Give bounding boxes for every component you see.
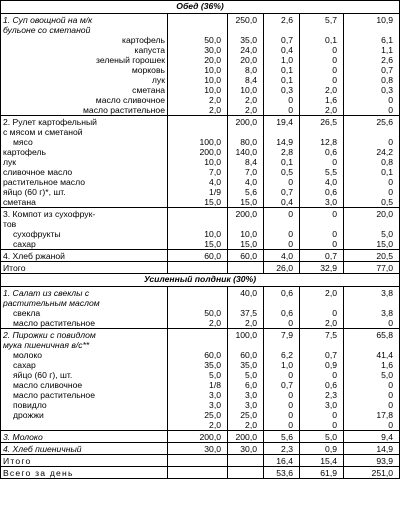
value-cell: 10,0 bbox=[168, 85, 228, 95]
value-cell: 0 bbox=[264, 410, 300, 420]
table-row bbox=[1, 370, 400, 380]
table-row bbox=[1, 157, 400, 167]
value-cell: 65,8 bbox=[344, 329, 400, 351]
value-cell: 0 bbox=[300, 308, 344, 318]
value-cell: 10,0 bbox=[168, 229, 228, 239]
item-name: сахар bbox=[1, 360, 168, 370]
value-cell bbox=[168, 208, 228, 230]
value-cell: 3,0 bbox=[300, 197, 344, 208]
value-cell: 200,0 bbox=[228, 431, 264, 443]
value-cell: 1,0 bbox=[264, 360, 300, 370]
item-name: масло растительное bbox=[1, 105, 168, 116]
value-cell: 2,6 bbox=[264, 14, 300, 36]
value-cell: 0,8 bbox=[344, 157, 400, 167]
value-cell: 37,5 bbox=[228, 308, 264, 318]
value-cell: 7,0 bbox=[228, 167, 264, 177]
value-cell: 200,0 bbox=[228, 116, 264, 138]
table-row bbox=[1, 187, 400, 197]
value-cell: 0 bbox=[300, 65, 344, 75]
value-cell: 0,7 bbox=[264, 187, 300, 197]
value-cell: 60,0 bbox=[228, 350, 264, 360]
value-cell: 1,1 bbox=[344, 45, 400, 55]
table-row bbox=[1, 420, 400, 431]
value-cell: 6,0 bbox=[228, 380, 264, 390]
value-cell: 7,9 bbox=[264, 329, 300, 351]
item-name: дрожжи bbox=[1, 410, 168, 420]
value-cell: 0 bbox=[264, 239, 300, 250]
value-cell bbox=[168, 329, 228, 351]
value-cell: 0 bbox=[344, 390, 400, 400]
value-cell: 3,0 bbox=[300, 400, 344, 410]
value-cell: 30,0 bbox=[168, 45, 228, 55]
value-cell: 16,4 bbox=[264, 455, 300, 467]
table-row bbox=[1, 197, 400, 208]
item-name: сметана bbox=[1, 85, 168, 95]
value-cell: 0,9 bbox=[300, 443, 344, 455]
table-row bbox=[1, 177, 400, 187]
value-cell: 17,8 bbox=[344, 410, 400, 420]
value-cell: 0,1 bbox=[264, 75, 300, 85]
table-row bbox=[1, 262, 400, 274]
value-cell: 20,0 bbox=[168, 55, 228, 65]
value-cell: 0,1 bbox=[344, 167, 400, 177]
value-cell: 25,6 bbox=[344, 116, 400, 138]
item-name: мясо bbox=[1, 137, 168, 147]
value-cell: 0 bbox=[344, 187, 400, 197]
value-cell: 0 bbox=[264, 390, 300, 400]
value-cell: 35,0 bbox=[168, 360, 228, 370]
value-cell: 15,0 bbox=[228, 197, 264, 208]
value-cell: 35,0 bbox=[228, 360, 264, 370]
item-name: сахар bbox=[1, 239, 168, 250]
item-name: повидло bbox=[1, 400, 168, 410]
value-cell: 12,8 bbox=[300, 137, 344, 147]
value-cell: 30,0 bbox=[228, 443, 264, 455]
value-cell: 1/8 bbox=[168, 380, 228, 390]
value-cell: 25,0 bbox=[168, 410, 228, 420]
value-cell: 0 bbox=[344, 318, 400, 329]
value-cell: 3,8 bbox=[344, 308, 400, 318]
value-cell: 50,0 bbox=[168, 308, 228, 318]
value-cell: 0 bbox=[300, 157, 344, 167]
value-cell: 5,5 bbox=[300, 167, 344, 177]
item-name: сухофрукты bbox=[1, 229, 168, 239]
item-name: морковь bbox=[1, 65, 168, 75]
value-cell: 15,0 bbox=[344, 239, 400, 250]
value-cell: 10,0 bbox=[228, 229, 264, 239]
item-name: 4. Хлеб пшеничный bbox=[1, 443, 168, 455]
value-cell: 3,0 bbox=[228, 390, 264, 400]
value-cell: 0,6 bbox=[264, 308, 300, 318]
value-cell: 0 bbox=[264, 318, 300, 329]
value-cell: 60,0 bbox=[228, 250, 264, 262]
table-row bbox=[1, 137, 400, 147]
value-cell: 24,2 bbox=[344, 147, 400, 157]
table-row bbox=[1, 287, 400, 309]
value-cell: 0 bbox=[264, 229, 300, 239]
value-cell: 2,0 bbox=[168, 105, 228, 116]
table-row bbox=[1, 443, 400, 455]
item-name: Итого bbox=[1, 455, 168, 467]
table-row bbox=[1, 350, 400, 360]
item-name bbox=[1, 420, 168, 431]
value-cell: 26,5 bbox=[300, 116, 344, 138]
value-cell: 7,0 bbox=[168, 167, 228, 177]
value-cell: 0,6 bbox=[300, 147, 344, 157]
value-cell: 100,0 bbox=[228, 329, 264, 351]
value-cell: 3,8 bbox=[344, 287, 400, 309]
value-cell: 0,9 bbox=[300, 360, 344, 370]
value-cell: 6,2 bbox=[264, 350, 300, 360]
value-cell: 2,0 bbox=[168, 318, 228, 329]
value-cell: 7,5 bbox=[300, 329, 344, 351]
value-cell: 0 bbox=[300, 45, 344, 55]
value-cell: 5,0 bbox=[228, 370, 264, 380]
value-cell: 8,4 bbox=[228, 157, 264, 167]
value-cell: 0,7 bbox=[344, 65, 400, 75]
value-cell: 93,9 bbox=[344, 455, 400, 467]
value-cell: 40,0 bbox=[228, 287, 264, 309]
item-name: 3. Молоко bbox=[1, 431, 168, 443]
table-row bbox=[1, 167, 400, 177]
value-cell: 2,0 bbox=[300, 318, 344, 329]
item-name: 1. Салат из свеклы с растительным маслом bbox=[1, 287, 168, 309]
item-name: масло сливочное bbox=[1, 95, 168, 105]
item-name: капуста bbox=[1, 45, 168, 55]
value-cell: 41,4 bbox=[344, 350, 400, 360]
value-cell: 53,6 bbox=[264, 467, 300, 479]
item-name: сметана bbox=[1, 197, 168, 208]
value-cell: 9,4 bbox=[344, 431, 400, 443]
value-cell: 0 bbox=[264, 400, 300, 410]
value-cell: 1,0 bbox=[264, 55, 300, 65]
item-name: зеленый горошек bbox=[1, 55, 168, 65]
value-cell: 2,0 bbox=[300, 85, 344, 95]
value-cell: 100,0 bbox=[168, 137, 228, 147]
value-cell: 0 bbox=[300, 55, 344, 65]
section-header: Усиленный полдник (30%) bbox=[1, 274, 400, 287]
table-row bbox=[1, 431, 400, 443]
value-cell: 0,5 bbox=[264, 167, 300, 177]
value-cell: 0,6 bbox=[300, 380, 344, 390]
value-cell: 0 bbox=[344, 105, 400, 116]
table-row bbox=[1, 147, 400, 157]
table-row bbox=[1, 95, 400, 105]
value-cell bbox=[168, 262, 228, 274]
value-cell: 0 bbox=[300, 239, 344, 250]
value-cell: 0,6 bbox=[300, 187, 344, 197]
item-name: 4. Хлеб ржаной bbox=[1, 250, 168, 262]
value-cell: 15,0 bbox=[168, 239, 228, 250]
value-cell: 200,0 bbox=[168, 431, 228, 443]
table-row bbox=[1, 250, 400, 262]
value-cell: 1,6 bbox=[344, 360, 400, 370]
item-name: свекла bbox=[1, 308, 168, 318]
table-row bbox=[1, 308, 400, 318]
value-cell: 5,0 bbox=[344, 229, 400, 239]
table-row bbox=[1, 45, 400, 55]
value-cell: 0,1 bbox=[264, 157, 300, 167]
value-cell: 50,0 bbox=[168, 35, 228, 45]
value-cell: 10,0 bbox=[168, 157, 228, 167]
item-name: молоко bbox=[1, 350, 168, 360]
value-cell: 0,1 bbox=[264, 65, 300, 75]
value-cell: 4,0 bbox=[300, 177, 344, 187]
value-cell bbox=[228, 262, 264, 274]
item-name: сливочное масло bbox=[1, 167, 168, 177]
item-name: 1. Суп овощной на м/к бульоне со сметаной bbox=[1, 14, 168, 36]
section-header: Обед (36%) bbox=[1, 1, 400, 14]
value-cell: 2,0 bbox=[228, 420, 264, 431]
value-cell: 32,9 bbox=[300, 262, 344, 274]
item-name: яйцо (60 г)*, шт. bbox=[1, 187, 168, 197]
table-row bbox=[1, 360, 400, 370]
value-cell: 10,0 bbox=[168, 75, 228, 85]
value-cell: 2,0 bbox=[168, 95, 228, 105]
value-cell: 0 bbox=[300, 229, 344, 239]
value-cell: 0 bbox=[300, 208, 344, 230]
value-cell: 0,4 bbox=[264, 197, 300, 208]
value-cell: 0,1 bbox=[300, 35, 344, 45]
table-row bbox=[1, 105, 400, 116]
value-cell: 0 bbox=[344, 380, 400, 390]
table-row bbox=[1, 390, 400, 400]
value-cell bbox=[228, 455, 264, 467]
value-cell: 61,9 bbox=[300, 467, 344, 479]
value-cell: 14,9 bbox=[344, 443, 400, 455]
value-cell: 5,0 bbox=[344, 370, 400, 380]
value-cell: 0,7 bbox=[264, 380, 300, 390]
value-cell: 200,0 bbox=[228, 208, 264, 230]
value-cell: 30,0 bbox=[168, 443, 228, 455]
value-cell: 0 bbox=[344, 177, 400, 187]
value-cell: 6,1 bbox=[344, 35, 400, 45]
value-cell: 0 bbox=[264, 208, 300, 230]
value-cell bbox=[168, 116, 228, 138]
value-cell: 24,0 bbox=[228, 45, 264, 55]
item-name: масло растительное bbox=[1, 318, 168, 329]
value-cell: 200,0 bbox=[168, 147, 228, 157]
table-row bbox=[1, 400, 400, 410]
value-cell: 0,4 bbox=[264, 45, 300, 55]
table-row bbox=[1, 116, 400, 138]
value-cell: 3,0 bbox=[168, 390, 228, 400]
value-cell: 5,0 bbox=[168, 370, 228, 380]
value-cell: 0 bbox=[344, 420, 400, 431]
value-cell: 15,0 bbox=[168, 197, 228, 208]
value-cell: 2,3 bbox=[300, 390, 344, 400]
value-cell: 0 bbox=[300, 75, 344, 85]
value-cell bbox=[228, 467, 264, 479]
value-cell: 140,0 bbox=[228, 147, 264, 157]
value-cell: 0 bbox=[344, 400, 400, 410]
value-cell: 0 bbox=[264, 177, 300, 187]
table-row bbox=[1, 14, 400, 36]
value-cell: 0 bbox=[300, 420, 344, 431]
table-row bbox=[1, 35, 400, 45]
item-name: 3. Компот из сухофрук- тов bbox=[1, 208, 168, 230]
value-cell: 25,0 bbox=[228, 410, 264, 420]
item-name: яйцо (60 г), шт. bbox=[1, 370, 168, 380]
value-cell: 8,0 bbox=[228, 65, 264, 75]
value-cell: 2,0 bbox=[300, 105, 344, 116]
value-cell: 0 bbox=[264, 420, 300, 431]
table-row bbox=[1, 410, 400, 420]
table-row bbox=[1, 65, 400, 75]
value-cell: 10,0 bbox=[168, 65, 228, 75]
value-cell: 20,5 bbox=[344, 250, 400, 262]
value-cell bbox=[168, 455, 228, 467]
value-cell: 0 bbox=[344, 137, 400, 147]
value-cell: 0,5 bbox=[344, 197, 400, 208]
value-cell: 2,0 bbox=[300, 287, 344, 309]
value-cell: 60,0 bbox=[168, 250, 228, 262]
table-row bbox=[1, 329, 400, 351]
value-cell: 5,7 bbox=[300, 14, 344, 36]
value-cell: 60,0 bbox=[168, 350, 228, 360]
value-cell: 77,0 bbox=[344, 262, 400, 274]
value-cell bbox=[168, 287, 228, 309]
value-cell: 0 bbox=[344, 95, 400, 105]
value-cell: 2,0 bbox=[228, 105, 264, 116]
item-name: масло сливочное bbox=[1, 380, 168, 390]
value-cell: 5,0 bbox=[300, 431, 344, 443]
table-row bbox=[1, 467, 400, 479]
value-cell: 15,4 bbox=[300, 455, 344, 467]
item-name: лук bbox=[1, 157, 168, 167]
value-cell: 0,3 bbox=[264, 85, 300, 95]
item-name: Всего за день bbox=[1, 467, 168, 479]
value-cell: 3,0 bbox=[168, 400, 228, 410]
value-cell: 14,9 bbox=[264, 137, 300, 147]
value-cell: 4,0 bbox=[264, 250, 300, 262]
item-name: лук bbox=[1, 75, 168, 85]
table-row bbox=[1, 380, 400, 390]
value-cell: 10,0 bbox=[228, 85, 264, 95]
value-cell: 20,0 bbox=[228, 55, 264, 65]
value-cell: 0 bbox=[264, 95, 300, 105]
value-cell: 0,3 bbox=[344, 85, 400, 95]
value-cell: 2,0 bbox=[228, 95, 264, 105]
value-cell: 5,6 bbox=[264, 431, 300, 443]
value-cell: 251,0 bbox=[344, 467, 400, 479]
value-cell: 4,0 bbox=[228, 177, 264, 187]
item-name: растительное масло bbox=[1, 177, 168, 187]
item-name: Итого bbox=[1, 262, 168, 274]
value-cell: 2,6 bbox=[344, 55, 400, 65]
value-cell: 15,0 bbox=[228, 239, 264, 250]
value-cell: 80,0 bbox=[228, 137, 264, 147]
value-cell: 8,4 bbox=[228, 75, 264, 85]
value-cell: 2,3 bbox=[264, 443, 300, 455]
value-cell bbox=[168, 14, 228, 36]
table-row bbox=[1, 318, 400, 329]
value-cell: 0,7 bbox=[300, 250, 344, 262]
value-cell: 2,0 bbox=[168, 420, 228, 431]
value-cell: 2,0 bbox=[228, 318, 264, 329]
table-row bbox=[1, 75, 400, 85]
value-cell: 0 bbox=[300, 410, 344, 420]
value-cell: 250,0 bbox=[228, 14, 264, 36]
item-name: картофель bbox=[1, 35, 168, 45]
table-row bbox=[1, 55, 400, 65]
item-name: масло растительное bbox=[1, 390, 168, 400]
table-row bbox=[1, 239, 400, 250]
value-cell: 26,0 bbox=[264, 262, 300, 274]
value-cell: 0 bbox=[300, 370, 344, 380]
item-name: картофель bbox=[1, 147, 168, 157]
value-cell: 2,8 bbox=[264, 147, 300, 157]
value-cell: 10,9 bbox=[344, 14, 400, 36]
value-cell: 4,0 bbox=[168, 177, 228, 187]
table-row bbox=[1, 208, 400, 230]
value-cell: 20,0 bbox=[344, 208, 400, 230]
value-cell: 35,0 bbox=[228, 35, 264, 45]
value-cell: 0,7 bbox=[264, 35, 300, 45]
value-cell: 0 bbox=[264, 105, 300, 116]
value-cell: 5,6 bbox=[228, 187, 264, 197]
value-cell: 0,7 bbox=[300, 350, 344, 360]
item-name: 2. Рулет картофельный с мясом и сметаной bbox=[1, 116, 168, 138]
value-cell bbox=[168, 467, 228, 479]
value-cell: 1/9 bbox=[168, 187, 228, 197]
item-name: 2. Пирожки с повидлом мука пшеничная в/с** bbox=[1, 329, 168, 351]
table-row bbox=[1, 229, 400, 239]
value-cell: 0,6 bbox=[264, 287, 300, 309]
table-row bbox=[1, 455, 400, 467]
value-cell: 3,0 bbox=[228, 400, 264, 410]
table-row bbox=[1, 85, 400, 95]
value-cell: 0,8 bbox=[344, 75, 400, 85]
value-cell: 0 bbox=[264, 370, 300, 380]
value-cell: 19,4 bbox=[264, 116, 300, 138]
value-cell: 1,6 bbox=[300, 95, 344, 105]
